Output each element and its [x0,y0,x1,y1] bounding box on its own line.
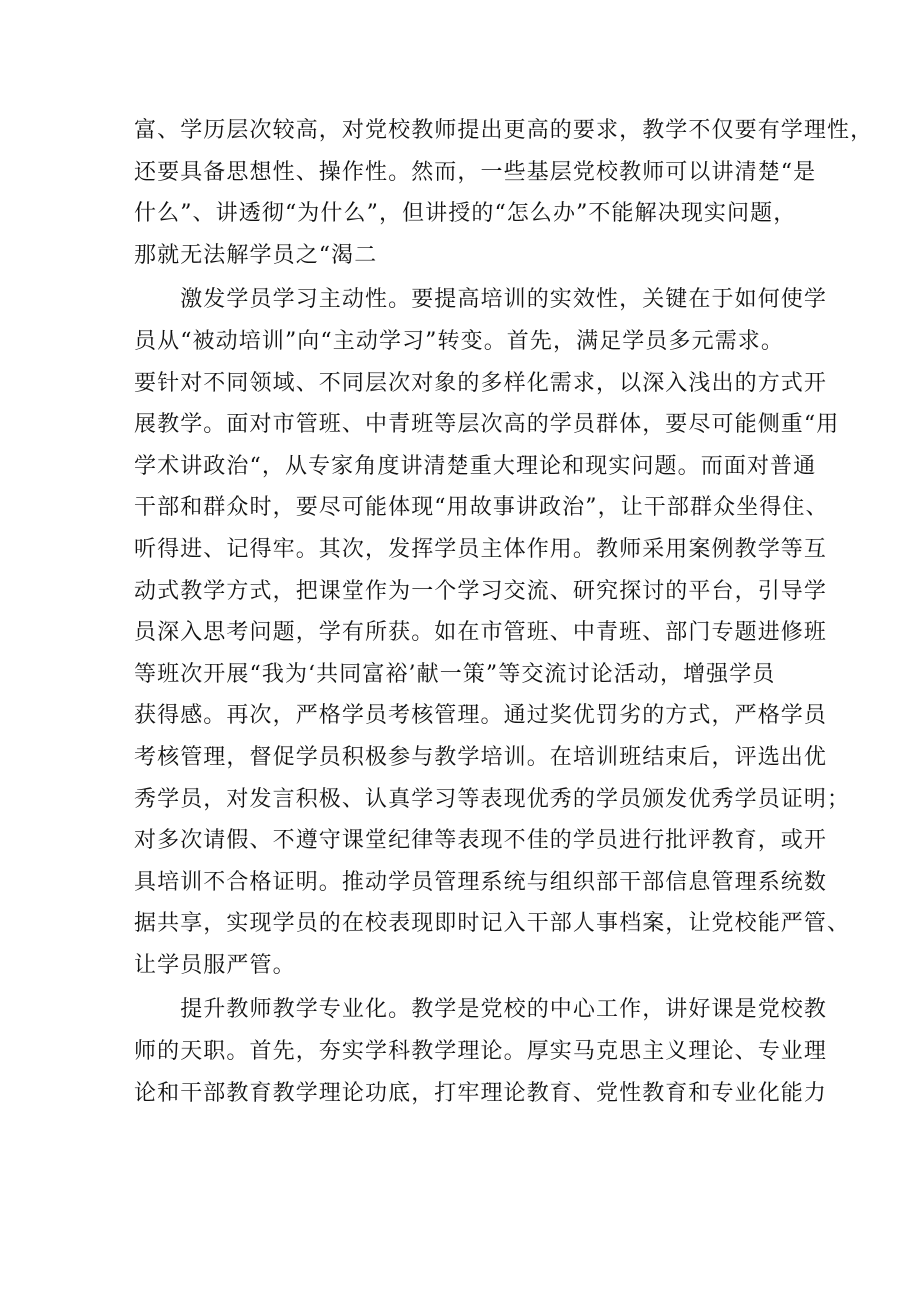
text-line: 富、学历层次较高，对党校教师提出更高的要求，教学不仅要有学理性， [134,118,874,143]
paragraph [134,110,874,276]
text-line: 等班次开展“我为‘共同富裕’献一策”等交流讨论活动，增强学员 [134,661,776,687]
text-line: 展教学。面对市管班、中青班等层次高的学员群体，要尽可能侧重“用 [134,412,840,438]
text-line: 还要具备思想性、操作性。然而，一些基层党校教师可以讲清楚“是 [134,159,817,185]
text-line: 激发学员学习主动性。要提高培训的实效性，关键在于如何使学 [134,287,828,313]
text-line: 让学员服严管。 [134,952,296,978]
text-line: 对多次请假、不遵守课堂纪律等表现不佳的学员进行批评教育，或开 [134,828,828,854]
text-line: 听得进、记得牢。其次，发挥学员主体作用。教师采用案例教学等互 [134,536,828,562]
text-line: 具培训不合格证明。推动学员管理系统与组织部干部信息管理系统数 [134,869,828,895]
text-line: 员深入思考问题，学有所获。如在市管班、中青班、部门专题进修班 [134,620,828,646]
text-line: 学术讲政治“，从专家角度讲清楚重大理论和现实问题。而面对普通 [134,453,817,479]
paragraph [134,279,851,986]
text-line: 那就无法解学员之“渴二 [134,242,378,268]
text-line: 考核管理，督促学员积极参与教学培训。在培训班结束后，评选出优 [134,744,828,770]
text-line: 据共享，实现学员的在校表现即时记入干部人事档案，让党校能严管、 [134,911,851,937]
text-line: 师的天职。首先，夯实学科教学理论。厚实马克思主义理论、专业理 [134,1039,828,1065]
paragraph [134,989,828,1114]
text-line: 干部和群众时，要尽可能体现“用故事讲政治”，让干部群众坐得住、 [134,495,829,521]
text-line: 论和干部教育教学理论功底，打牢理论教育、党性教育和专业化能力 [134,1080,828,1106]
text-line: 提升教师教学专业化。教学是党校的中心工作，讲好课是党校教 [134,997,828,1023]
text-line: 动式教学方式，把课堂作为一个学习交流、研究探讨的平台，引导学 [134,578,828,604]
text-line: 什么”、讲透彻“为什么”，但讲授的“怎么办”不能解决现实问题， [134,201,797,227]
text-line: 要针对不同领域、不同层次对象的多样化需求，以深入浅出的方式开 [134,370,828,396]
text-line: 员从“被动培训”向“主动学习”转变。首先，满足学员多元需求。 [134,328,784,354]
text-line: 秀学员，对发言积极、认真学习等表现优秀的学员颁发优秀学员证明； [134,786,851,812]
document-body [134,110,874,1114]
text-line: 获得感。再次，严格学员考核管理。通过奖优罚劣的方式，严格学员 [134,703,828,729]
